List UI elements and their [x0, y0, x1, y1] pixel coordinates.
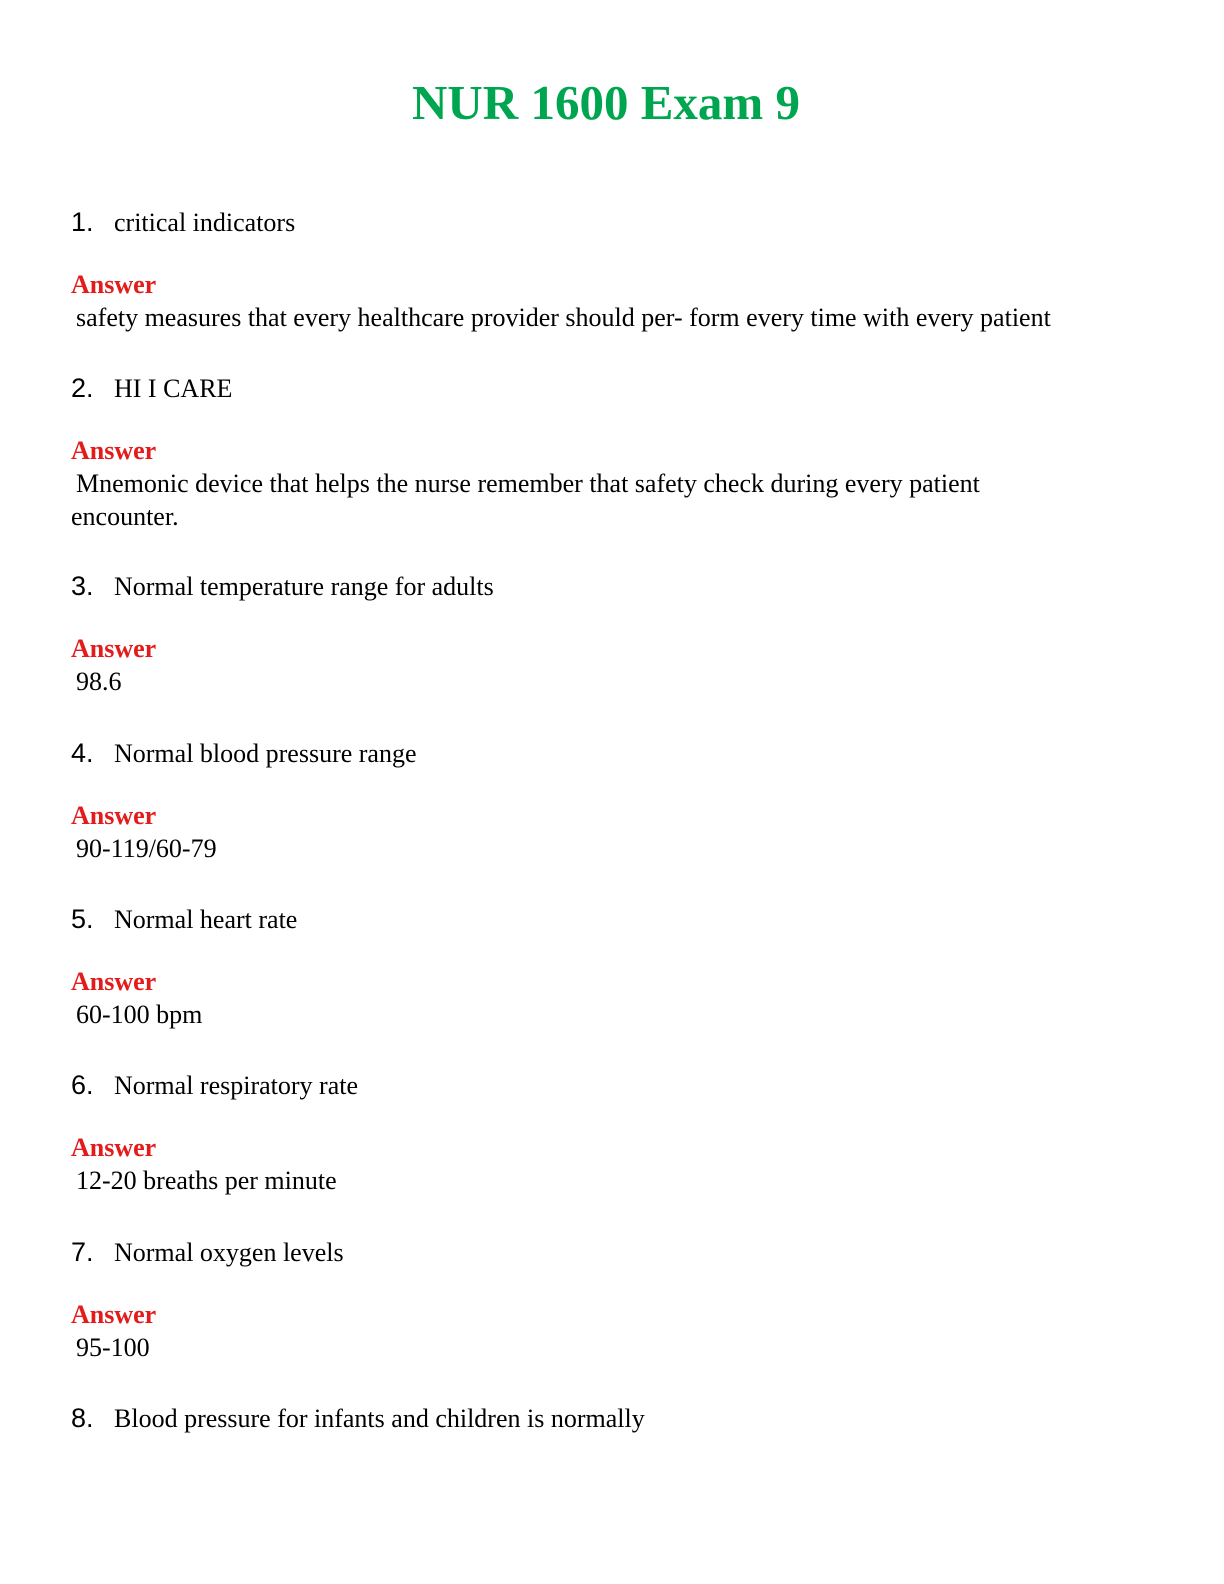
- question-text: Normal blood pressure range: [114, 739, 417, 768]
- question-number: 7.: [71, 1237, 94, 1267]
- question-line: [71, 737, 1151, 769]
- answer-label: Answer: [71, 1300, 157, 1329]
- question-item-4: [71, 737, 1151, 865]
- question-number: 3.: [71, 571, 94, 601]
- question-text: Blood pressure for infants and children is normally: [114, 1404, 645, 1433]
- question-line: [71, 570, 1151, 602]
- question-text: Normal temperature range for adults: [114, 572, 494, 601]
- answer-label: Answer: [71, 270, 157, 299]
- answer-label: Answer: [71, 634, 157, 663]
- question-text: critical indicators: [114, 208, 296, 237]
- question-line: [71, 1236, 1151, 1268]
- answer-text: 60-100 bpm: [76, 1000, 203, 1029]
- question-item-7: [71, 1236, 1151, 1364]
- question-line: [71, 206, 1151, 238]
- question-number: 6.: [71, 1070, 94, 1100]
- question-item-2: [71, 372, 1151, 533]
- question-item-8: [71, 1402, 1151, 1434]
- question-item-5: [71, 903, 1151, 1031]
- question-text: Normal respiratory rate: [114, 1071, 359, 1100]
- answer-label: Answer: [71, 801, 157, 830]
- question-line: [71, 1402, 1151, 1434]
- question-line: [71, 372, 1151, 404]
- answer-label: Answer: [71, 1133, 157, 1162]
- answer-text: safety measures that every healthcare provider should per- form every time with every patient: [76, 303, 1051, 332]
- question-number: 2.: [71, 373, 94, 403]
- answer-text: Mnemonic device that helps the nurse remember that safety check during every patient encounter.: [71, 469, 980, 531]
- question-item-3: [71, 570, 1151, 698]
- question-text: Normal heart rate: [114, 905, 298, 934]
- question-text: Normal oxygen levels: [114, 1238, 344, 1267]
- question-number: 4.: [71, 738, 94, 768]
- question-number: 5.: [71, 904, 94, 934]
- answer-label: Answer: [71, 436, 157, 465]
- question-number: 1.: [71, 207, 94, 237]
- question-line: [71, 903, 1151, 935]
- answer-text: 12-20 breaths per minute: [76, 1166, 337, 1195]
- question-item-6: [71, 1069, 1151, 1197]
- answer-text: 98.6: [76, 667, 122, 696]
- page-title: NUR 1600 Exam 9: [412, 75, 800, 130]
- answer-label: Answer: [71, 967, 157, 996]
- question-line: [71, 1069, 1151, 1101]
- question-item-1: [71, 206, 1151, 334]
- question-number: 8.: [71, 1403, 94, 1433]
- answer-text: 90-119/60-79: [76, 834, 217, 863]
- answer-text: 95-100: [76, 1333, 150, 1362]
- question-text: HI I CARE: [114, 374, 233, 403]
